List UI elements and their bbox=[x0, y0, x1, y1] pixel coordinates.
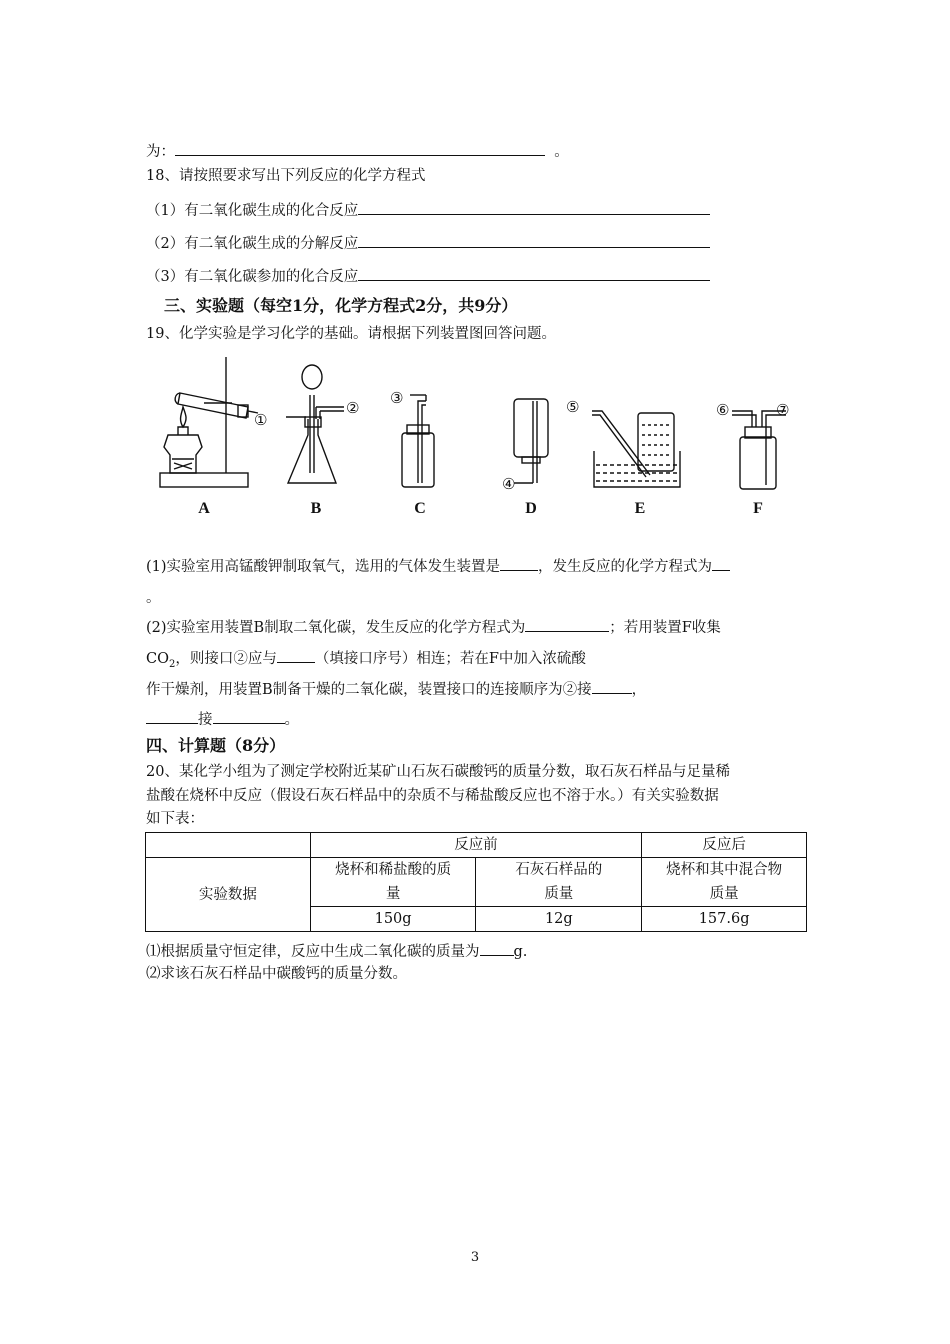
q19-part1-text-a: (1)实验室用高锰酸钾制取氧气，选用的气体发生装置是 bbox=[146, 559, 501, 575]
q18-item-3 bbox=[146, 265, 710, 287]
q19-part1-text-b: ，发生反应的化学方程式为 bbox=[538, 559, 713, 575]
section4-heading: 四、计算题（8分） bbox=[146, 736, 286, 755]
q19-part2-text-d1: 作干燥剂，用装置B制备干燥的二氧化碳，装置接口的连接顺序为②接 bbox=[146, 682, 592, 698]
q18-item-3-blank[interactable] bbox=[358, 265, 710, 281]
q20-sub1-unit: g. bbox=[513, 944, 528, 960]
q20-sub1-text: ⑴根据质量守恒定律，反应中生成二氧化碳的质量为 bbox=[146, 944, 480, 960]
q20-sub2: ⑵求该石灰石样品中碳酸钙的质量分数。 bbox=[146, 966, 407, 982]
table-col1-header: 烧杯和稀盐酸的质 量 bbox=[310, 858, 476, 907]
table-group-after: 反应后 bbox=[642, 833, 807, 858]
apparatus-c-drawing bbox=[402, 395, 434, 487]
q18-item-2-blank[interactable] bbox=[358, 232, 710, 248]
q19-part2-text-e2: 。 bbox=[284, 712, 299, 728]
apparatus-figure bbox=[150, 355, 810, 520]
q19-part2-text-d2: ， bbox=[631, 682, 647, 698]
q19-part2-blank-3[interactable] bbox=[592, 678, 632, 694]
table-value-2: 12g bbox=[476, 907, 642, 932]
q19-part2-text-e1: 接 bbox=[198, 712, 213, 728]
apparatus-d-drawing bbox=[514, 399, 548, 483]
table-col3-header: 烧杯和其中混合物 质量 bbox=[642, 858, 807, 907]
q18-item-1-text: （1）有二氧化碳生成的化合反应 bbox=[146, 203, 359, 219]
q18-item-1-blank[interactable] bbox=[358, 199, 710, 215]
q18-item-2 bbox=[146, 232, 710, 254]
q19-part2-text-a: (2)实验室用装置B制取二氧化碳，发生反应的化学方程式为 bbox=[146, 620, 526, 636]
q20-sub1 bbox=[146, 940, 527, 962]
table-corner-cell bbox=[146, 833, 311, 858]
q19-part1-line bbox=[146, 555, 730, 577]
apparatus-label-f: F bbox=[753, 500, 763, 517]
q18-item-3-text: （3）有二氧化碳参加的化合反应 bbox=[146, 269, 359, 285]
q19-part2-blank-1[interactable] bbox=[525, 616, 609, 632]
table-group-before: 反应前 bbox=[310, 833, 641, 858]
table-col2-header: 石灰石样品的 质量 bbox=[476, 858, 642, 907]
q19-part2-text-b: ；若用装置F收集 bbox=[609, 620, 721, 636]
port-label-7: ⑦ bbox=[776, 401, 790, 419]
q18-item-1 bbox=[146, 199, 710, 221]
section3-heading: 三、实验题（每空1分，化学方程式2分，共9分） bbox=[164, 296, 518, 315]
q19-part2-text-c2: ，则接口②应与 bbox=[175, 651, 277, 667]
apparatus-e-drawing bbox=[592, 411, 680, 487]
q20-intro-3: 如下表： bbox=[146, 811, 204, 827]
apparatus-label-d: D bbox=[525, 500, 537, 517]
port-label-4: ④ bbox=[502, 475, 516, 493]
port-label-6: ⑥ bbox=[716, 401, 730, 419]
q19-part2-line3 bbox=[146, 678, 646, 700]
q17-answer-line bbox=[146, 140, 569, 162]
table-label-row bbox=[146, 858, 807, 907]
q19-part2-co2: $CO_2$ bbox=[146, 651, 176, 670]
q19-part1-end: 。 bbox=[146, 590, 161, 606]
q19-part2-line1 bbox=[146, 616, 721, 638]
q20-sub1-blank[interactable] bbox=[480, 940, 514, 956]
experiment-data-table bbox=[145, 832, 807, 932]
q19-part2-text-c3: （填接口序号）相连；若在F中加入浓硫酸 bbox=[314, 651, 586, 667]
table-value-1: 150g bbox=[310, 907, 476, 932]
apparatus-label-e: E bbox=[634, 500, 646, 517]
apparatus-label-a: A bbox=[198, 500, 210, 517]
q18-item-2-text: （2）有二氧化碳生成的分解反应 bbox=[146, 236, 359, 252]
apparatus-a-drawing bbox=[160, 357, 258, 487]
q19-part1-blank-2[interactable] bbox=[712, 555, 730, 571]
q19-intro: 19、化学实验是学习化学的基础。请根据下列装置图回答问题。 bbox=[146, 326, 556, 342]
apparatus-label-c: C bbox=[414, 500, 426, 517]
q19-part2-blank-2[interactable] bbox=[277, 647, 315, 663]
table-row-label: 实验数据 bbox=[146, 858, 311, 932]
q19-part2-line4 bbox=[146, 708, 299, 730]
q19-part2-line2 bbox=[146, 647, 586, 675]
port-label-5: ⑤ bbox=[566, 398, 580, 416]
port-label-1: ① bbox=[254, 411, 268, 429]
apparatus-b-drawing bbox=[286, 365, 344, 483]
port-label-3: ③ bbox=[390, 389, 404, 407]
q19-part2-blank-5[interactable] bbox=[213, 708, 285, 724]
apparatus-label-b: B bbox=[310, 500, 322, 517]
table-value-3: 157.6g bbox=[642, 907, 807, 932]
q19-part1-blank-1[interactable] bbox=[500, 555, 538, 571]
q19-part2-blank-4[interactable] bbox=[146, 708, 198, 724]
q17-blank[interactable] bbox=[175, 140, 545, 156]
q20-intro-2: 盐酸在烧杯中反应（假设石灰石样品中的杂质不与稀盐酸反应也不溶于水。）有关实验数据 bbox=[146, 788, 719, 804]
q17-suffix: 。 bbox=[554, 144, 569, 160]
q18-title: 18、请按照要求写出下列反应的化学方程式 bbox=[146, 168, 426, 184]
page-number: 3 bbox=[470, 1250, 480, 1265]
q20-intro-1: 20、某化学小组为了测定学校附近某矿山石灰石碳酸钙的质量分数，取石灰石样品与足量稀 bbox=[146, 764, 730, 780]
table-header-row bbox=[146, 833, 807, 858]
q17-prefix: 为： bbox=[146, 144, 175, 160]
apparatus-f-drawing bbox=[732, 411, 786, 489]
port-label-2: ② bbox=[346, 399, 360, 417]
